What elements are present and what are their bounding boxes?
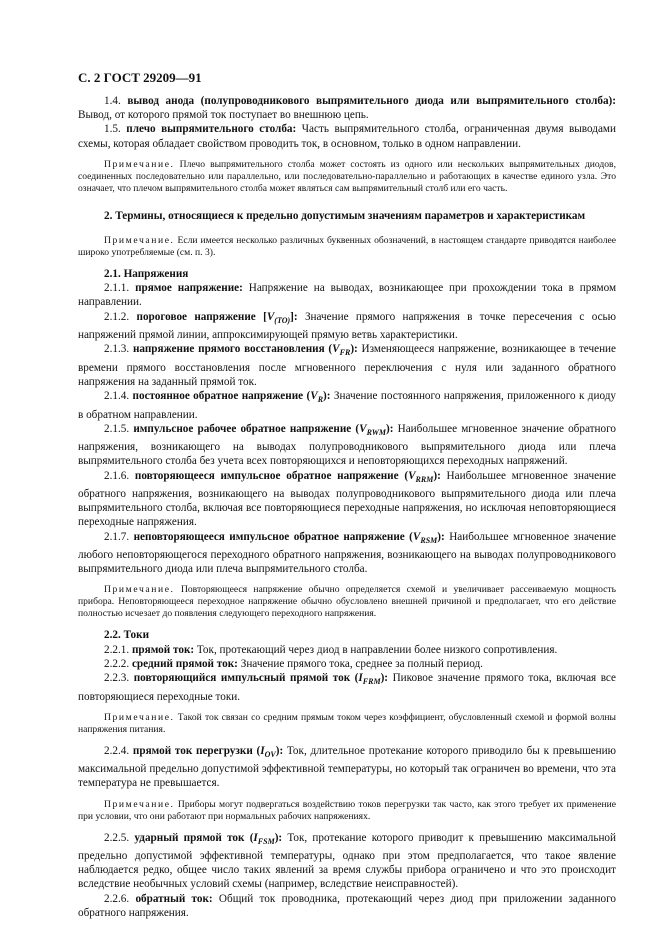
section-2-1-title: 2.1. Напряжения: [104, 268, 189, 281]
term: вывод анода (полупроводникового выпрямительного диода или выпрямительного столба):: [127, 95, 616, 107]
clause-2-2-4: 2.2.4. прямой ток перегрузки $(I_{OV})$: Ток, длительное протекание которого приводило бы к превышению максимальной предельно допустимой эффективной температуры, но который так ограничен во времени, что эта температура не превышается.: [78, 744, 617, 790]
note-3: Примечание. Повторяющееся напряжение обычно определяется схемой и увеличивает рассеиваемую мощность прибора. Неповторяющееся переходное напряжение обычно обусловлено внешней причиной и предполагает, что его действие полностью исчезает до появления следующего переходного напряжения.: [78, 584, 616, 620]
clause-2-2-3: 2.2.3. повторяющийся импульсный прямой ток $(I_{FRM})$: Пиковое значение прямого тока, включая все повторяющиеся переходные токи.: [78, 672, 616, 703]
note-1: Примечание. Плечо выпрямительного столба может состоять из одного или нескольких выпрямительных диодов, соединенных последовательно или параллельно, или последовательно-параллельно и работающих в качестве единого узла. Это означает, что плечом выпрямительного столба может являться сам выпрямительный столб или его часть.: [78, 158, 616, 194]
page-content: [78, 94, 616, 920]
note-5: Примечание. Приборы могут подвергаться воздействию токов перегрузки так часто, как этого требует их применение при условии, что они работают при нормальных рабочих напряжениях.: [78, 798, 616, 822]
clause-2-1-3: 2.1.3. напряжение прямого восстановления $(V_{FR})$: Изменяющееся напряжение, возникающее в течение времени прямого восстановления после мгновенного переключения с нуля или заданного обратного напряжения на заданный прямой ток.: [78, 343, 617, 388]
clause-2-1-7: 2.1.7. неповторяющееся импульсное обратное напряжение $(V_{RSM})$: Наибольшее мгновенное значение любого неповторяющегося переходного обратного напряжения, возникающего на выводах полупроводникового выпрямительного диода или плеча выпрямительного столба.: [78, 530, 617, 576]
clause-2-1-2: 2.1.2. пороговое напряжение $[V_{(TO)}]$: Значение прямого напряжения в точке пересечения с осью напряжений прямой линии, аппроксимирующей прямую ветвь характеристики.: [78, 310, 617, 342]
section-2-title: 2. Термины, относящиеся к предельно допустимым значениям параметров и характеристикам: [104, 209, 586, 222]
clause-2-1-1: 2.1.1. прямое напряжение: Напряжение на выводах, возникающее при прохождении тока в прямом направлении.: [78, 282, 617, 309]
clause-2-2-1: 2.2.1. прямой ток: Ток, протекающий через диод в направлении более низкого сопротивления.: [104, 643, 558, 656]
note-2: Примечание. Если имеется несколько различных буквенных обозначений, в настоящем стандарте приводятся наиболее широко употребляемые (см. п. 3).: [78, 235, 616, 259]
clause-1-4: 1.4. вывод анода (полупроводникового выпрямительного диода или выпрямительного столба): Вывод, от которого прямой ток поступает во внешнюю цепь.: [78, 95, 616, 122]
clause-1-5: 1.5. плечо выпрямительного столба: Часть выпрямительного столба, ограниченная двумя выводами схемы, которая обладает свойством проводить ток, в основном, только в одном направлении.: [78, 123, 616, 150]
clause-2-2-5: 2.2.5. ударный прямой ток $(I_{FSM})$: Ток, протекание которого приводит к превышению максимальной предельно допустимой эффективной температуры, однако при этом предполагается, что такое явление наблюдается редко, общее число таких явлений за время службы прибора ограничено и что это происходит вследствие необычных условий схемы (например, вследствие неисправностей).: [78, 831, 617, 891]
clause-2-1-5: 2.1.5. импульсное рабочее обратное напряжение $(V_{RWM})$: Наибольшее мгновенное значение обратного напряжения, возникающего на выводах полупроводникового выпрямительного диода или плеча выпрямительного столба без учета всех повторяющихся и неповторяющихся переходных напряжений.: [78, 422, 617, 468]
clause-2-1-6: 2.1.6. повторяющееся импульсное обратное напряжение $(V_{RRM})$: Наибольшее мгновенное значение обратного напряжения, возникающего на выводах полупроводникового выпрямительного диода или плеча выпрямительного столба, включая все повторяющиеся переходные напряжения, но исключая неповторяющиеся переходные напряжения.: [78, 469, 616, 529]
clause-2-2-6: 2.2.6. обратный ток: Общий ток проводника, протекающий через диод при приложении заданного обратного напряжения.: [78, 892, 616, 919]
section-2-2-title: 2.2. Токи: [104, 629, 150, 642]
clause-2-1-4: 2.1.4. постоянное обратное напряжение $(V_R)$: Значение постоянного напряжения, приложенного к диоду в обратном направлении.: [78, 390, 617, 421]
clause-2-2-2: 2.2.2. средний прямой ток: Значение прямого тока, среднее за полный период.: [104, 657, 483, 670]
term: плечо выпрямительного столба:: [126, 123, 297, 136]
note-4: Примечание. Такой ток связан со средним прямым током через коэффициент, обусловленный схемой и формой волны напряжения питания.: [78, 711, 616, 735]
page-header: С. 2 ГОСТ 29209—91: [78, 70, 202, 85]
